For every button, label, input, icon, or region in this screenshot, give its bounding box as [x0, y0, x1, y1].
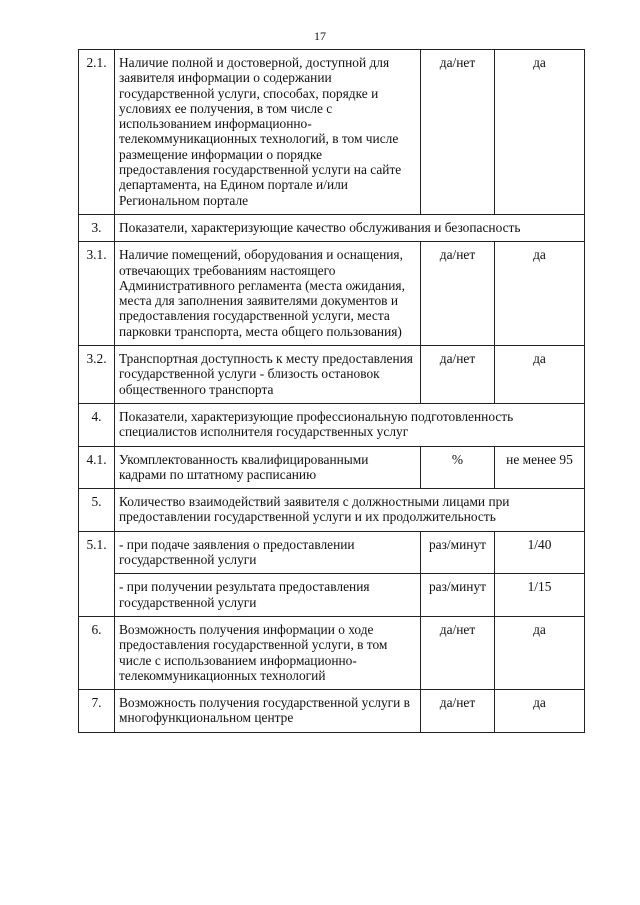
value-cell: 1/15 [495, 574, 585, 617]
table-row [79, 616, 585, 689]
row-number: 2.1. [79, 50, 115, 215]
unit-cell: да/нет [421, 690, 495, 733]
section-heading: Показатели, характеризующие качество обслуживания и безопасность [115, 214, 585, 241]
unit-cell: да/нет [421, 346, 495, 404]
unit-cell: раз/минут [421, 531, 495, 574]
table-row [79, 574, 585, 617]
unit-cell: % [421, 446, 495, 489]
indicator-text: Возможность получения информации о ходе предоставления государственной услуги, в том числе с использованием информационно-телекоммуникационных технологий [115, 616, 421, 689]
indicator-text: Укомплектованность квалифицированными кадрами по штатному расписанию [115, 446, 421, 489]
table-row [79, 50, 585, 215]
indicator-text: Возможность получения государственной услуги в многофункциональном центре [115, 690, 421, 733]
value-cell: да [495, 346, 585, 404]
row-number: 3.2. [79, 346, 115, 404]
section-row [79, 489, 585, 532]
value-cell: 1/40 [495, 531, 585, 574]
value-cell: да [495, 242, 585, 346]
value-cell: не менее 95 [495, 446, 585, 489]
section-row [79, 403, 585, 446]
table-row [79, 531, 585, 574]
table-row [79, 446, 585, 489]
indicator-text: Транспортная доступность к месту предоставления государственной услуги - близость остановок общественного транспорта [115, 346, 421, 404]
section-heading: Показатели, характеризующие профессиональную подготовленность специалистов исполнителя государственных услуг [115, 403, 585, 446]
unit-cell: раз/минут [421, 574, 495, 617]
indicator-text: - при подаче заявления о предоставлении государственной услуги [115, 531, 421, 574]
indicators-table [78, 49, 585, 733]
row-number: 5. [79, 489, 115, 532]
row-number: 4.1. [79, 446, 115, 489]
unit-cell: да/нет [421, 242, 495, 346]
unit-cell: да/нет [421, 616, 495, 689]
table-row [79, 242, 585, 346]
indicator-text: - при получении результата предоставления государственной услуги [115, 574, 421, 617]
table-row [79, 690, 585, 733]
table-row [79, 346, 585, 404]
page-number: 17 [314, 29, 326, 43]
row-number: 6. [79, 616, 115, 689]
row-number: 5.1. [79, 531, 115, 616]
value-cell: да [495, 690, 585, 733]
row-number: 3. [79, 214, 115, 241]
row-number: 7. [79, 690, 115, 733]
value-cell: да [495, 616, 585, 689]
unit-cell: да/нет [421, 50, 495, 215]
indicator-text: Наличие полной и достоверной, доступной для заявителя информации о содержании государственной услуги, способах, порядке и условиях ее получения, в том числе с использованием информационно-телекоммуникационных технологий, в том числе размещение информации о порядке предоставления государственной услуги на сайте департамента, на Едином портале и/или Региональном портале [115, 50, 421, 215]
indicator-text: Наличие помещений, оборудования и оснащения, отвечающих требованиям настоящего Административного регламента (места ожидания, места для заполнения заявителями документов и предоставления государственной услуги, места парковки транспорта, места общего пользования) [115, 242, 421, 346]
row-number: 4. [79, 403, 115, 446]
section-row [79, 214, 585, 241]
section-heading: Количество взаимодействий заявителя с должностными лицами при предоставлении государственной услуги и их продолжительность [115, 489, 585, 532]
row-number: 3.1. [79, 242, 115, 346]
value-cell: да [495, 50, 585, 215]
